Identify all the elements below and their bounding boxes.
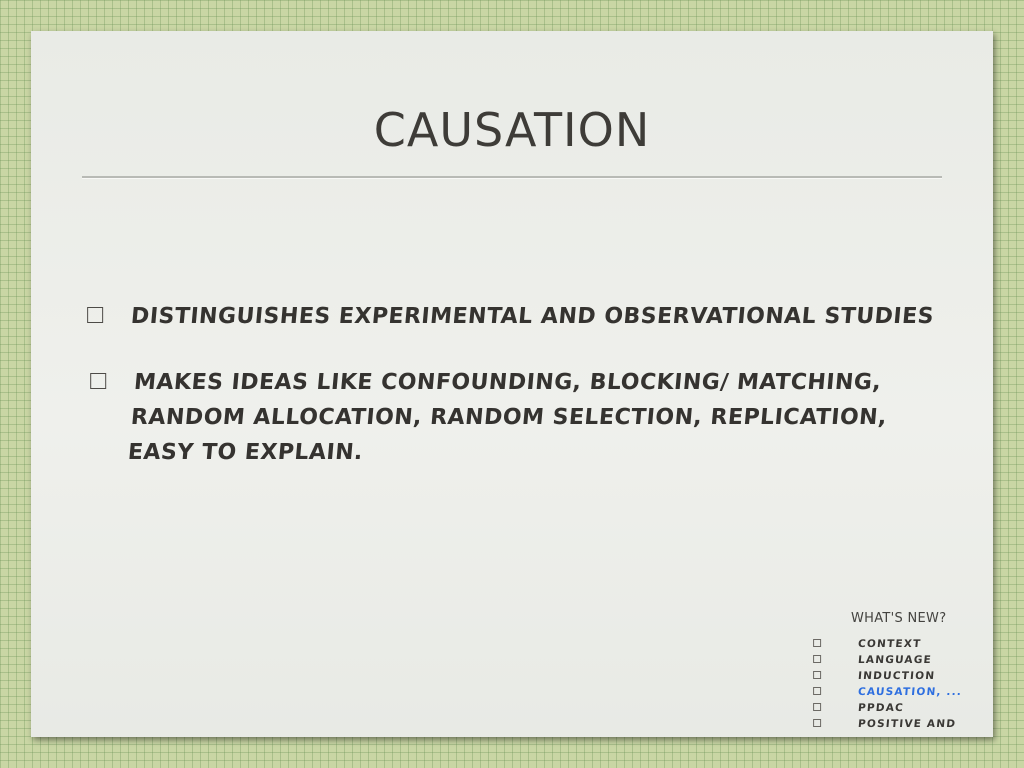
bullet-item [85,299,948,334]
nav-item-label: PPDAC [857,702,905,714]
nav-item-language[interactable] [812,652,963,668]
section-nav [813,636,962,732]
nav-title: WHAT'S NEW? [851,611,947,626]
checkbox-icon [813,687,821,695]
bullet-item [82,365,951,470]
checkbox-icon [813,703,821,711]
nav-item-label: POSITIVE AND [857,718,957,730]
checkbox-icon [813,639,821,647]
slide-title: CAUSATION [373,103,651,157]
nav-item-label: LANGUAGE [857,654,933,666]
nav-item-label: CONTEXT [857,638,922,650]
checkbox-icon [87,307,103,323]
checkbox-icon [813,671,821,679]
nav-item-context[interactable] [812,636,963,652]
slide [31,31,993,737]
title-divider [82,176,942,179]
bullet-text: DISTINGUISHES EXPERIMENTAL AND OBSERVATIONAL STUDIES [129,304,936,329]
nav-item-causation[interactable] [812,684,963,700]
bullet-text: MAKES IDEAS LIKE CONFOUNDING, BLOCKING/ MATCHING, RANDOM ALLOCATION, RANDOM SELECTION, REPLICATION, EASY TO EXPLAIN. [126,370,888,465]
checkbox-icon [813,655,821,663]
nav-item-ppdac[interactable] [812,700,963,716]
nav-item-label: INDUCTION [857,670,936,682]
bullet-list [87,299,947,501]
checkbox-icon [813,719,821,727]
nav-item-positive-and[interactable] [812,716,963,732]
nav-item-induction[interactable] [812,668,963,684]
nav-item-label: CAUSATION, ... [857,686,963,698]
checkbox-icon [90,373,106,389]
